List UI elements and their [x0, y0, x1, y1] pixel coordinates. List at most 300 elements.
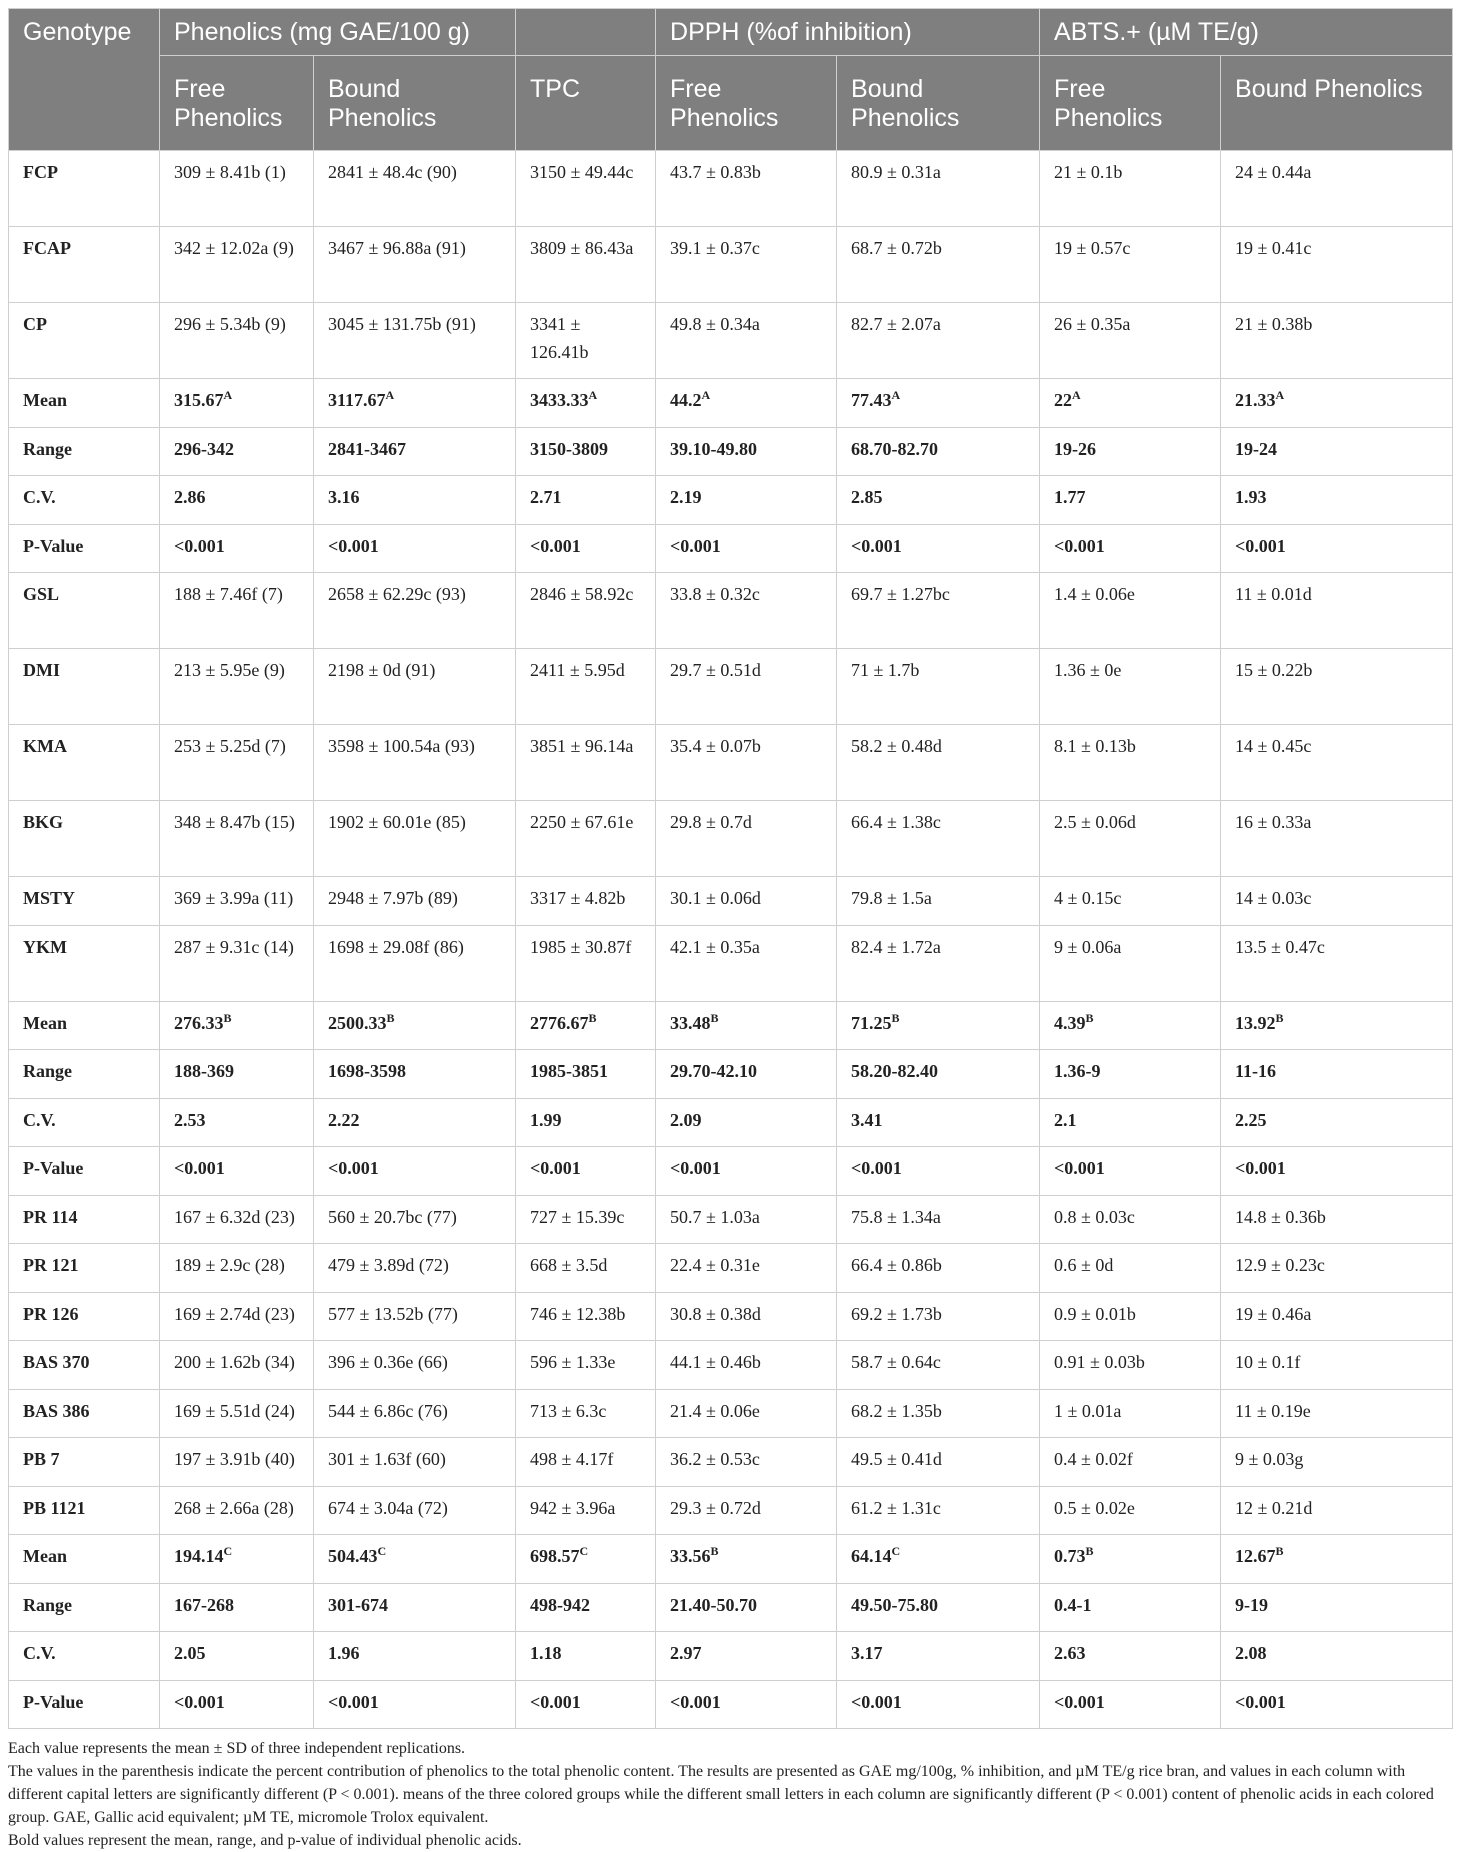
table-body: [9, 151, 1453, 1729]
significance-letter: A: [588, 388, 598, 402]
genotype-cell: [9, 925, 160, 1001]
significance-letter: B: [223, 1010, 232, 1025]
cell-value: <0.001: [1235, 1158, 1286, 1178]
cell-value: YKM: [23, 936, 67, 957]
genotype-cell: [9, 649, 160, 725]
table-cell: [837, 1292, 1040, 1341]
table-cell: [837, 1389, 1040, 1438]
stat-label: [9, 1098, 160, 1147]
table-cell: [314, 1292, 516, 1341]
significance-letter: C: [223, 1544, 233, 1558]
table-cell: [837, 1098, 1040, 1147]
table-cell: [160, 303, 314, 379]
cell-value: 1 ± 0.01a: [1054, 1400, 1122, 1421]
cell-value: 315.67: [174, 390, 224, 410]
cell-value: P-Value: [23, 1158, 84, 1178]
table-cell: [160, 573, 314, 649]
cell-value: 12 ± 0.21d: [1235, 1497, 1313, 1518]
cell-value: <0.001: [1235, 535, 1286, 556]
table-cell: [1040, 1680, 1221, 1729]
table-cell: [160, 1244, 314, 1293]
cell-value: 479 ± 3.89d (72): [328, 1255, 449, 1275]
cell-value: 50.7 ± 1.03a: [670, 1206, 760, 1227]
cell-value: 66.4 ± 0.86b: [851, 1255, 942, 1275]
table-cell: [837, 379, 1040, 428]
table-cell: [656, 1583, 837, 1632]
stat-label: [9, 524, 160, 573]
table-cell: [314, 227, 516, 303]
cell-value: 58.2 ± 0.48d: [851, 736, 942, 756]
significance-letter: A: [1275, 388, 1285, 402]
cell-value: CP: [23, 314, 47, 334]
cell-value: 9 ± 0.06a: [1054, 936, 1122, 957]
cell-value: 79.8 ± 1.5a: [851, 888, 932, 908]
cell-value: 0.9 ± 0.01b: [1054, 1303, 1136, 1324]
table-cell: [1040, 1632, 1221, 1681]
cell-value: 8.1 ± 0.13b: [1054, 736, 1136, 756]
table-cell: [656, 573, 837, 649]
cell-value: 29.7 ± 0.51d: [670, 660, 761, 680]
table-cell: [516, 1583, 656, 1632]
table-cell: [656, 925, 837, 1001]
table-cell: [1040, 524, 1221, 573]
cell-value: 0.91 ± 0.03b: [1054, 1352, 1145, 1372]
table-cell: [656, 1341, 837, 1390]
cell-value: 29.3 ± 0.72d: [670, 1497, 761, 1518]
table-cell: [656, 801, 837, 877]
genotype-cell: [9, 303, 160, 379]
stat-row: [9, 427, 1453, 476]
table-cell: [314, 1244, 516, 1293]
table-cell: [160, 925, 314, 1001]
cell-value: 167 ± 6.32d (23): [174, 1206, 295, 1227]
cell-value: 3851 ± 96.14a: [530, 736, 634, 756]
table-cell: [1221, 1632, 1453, 1681]
significance-letter: B: [710, 1544, 719, 1558]
table-cell: [160, 1632, 314, 1681]
cell-value: FCP: [23, 162, 58, 182]
significance-letter: B: [1275, 1010, 1284, 1025]
cell-value: 3809 ± 86.43a: [530, 238, 634, 258]
stat-row: [9, 1098, 1453, 1147]
cell-value: 544 ± 6.86c (76): [328, 1400, 448, 1421]
table-cell: [516, 1050, 656, 1099]
cell-value: 77.43: [851, 390, 892, 410]
table-cell: [160, 379, 314, 428]
cell-value: P-Value: [23, 535, 84, 556]
cell-value: 68.7 ± 0.72b: [851, 238, 942, 258]
table-cell: [516, 303, 656, 379]
table-cell: [314, 725, 516, 801]
cell-value: 15 ± 0.22b: [1235, 660, 1313, 680]
cell-value: 58.20-82.40: [851, 1061, 939, 1081]
header-blank: [516, 9, 656, 56]
table-cell: [1040, 1583, 1221, 1632]
cell-value: PR 126: [23, 1303, 79, 1324]
table-cell: [656, 524, 837, 573]
cell-value: 2.19: [670, 487, 702, 507]
cell-value: 2.5 ± 0.06d: [1054, 812, 1136, 832]
table-cell: [1040, 1147, 1221, 1196]
cell-value: 69.7 ± 1.27bc: [851, 584, 950, 604]
footnote: Each value represents the mean ± SD of three independent replications.: [8, 1740, 466, 1757]
table-cell: [314, 303, 516, 379]
table-cell: [160, 877, 314, 926]
cell-value: 2841 ± 48.4c (90): [328, 162, 457, 182]
phenolics-table: [8, 8, 1453, 1729]
cell-value: C.V.: [23, 1643, 56, 1663]
table-cell: [837, 1147, 1040, 1196]
stat-label: [9, 379, 160, 428]
table-cell: [1040, 649, 1221, 725]
table-cell: [656, 1632, 837, 1681]
genotype-cell: [9, 725, 160, 801]
cell-value: 200 ± 1.62b (34): [174, 1352, 295, 1372]
cell-value: 2.63: [1054, 1643, 1086, 1663]
table-cell: [837, 1195, 1040, 1244]
table-cell: [1221, 877, 1453, 926]
cell-value: 2.86: [174, 487, 206, 507]
cell-value: 1.36-9: [1054, 1061, 1101, 1081]
table-cell: [837, 725, 1040, 801]
cell-value: BAS 370: [23, 1352, 90, 1372]
table-cell: [656, 725, 837, 801]
cell-value: 19-24: [1235, 438, 1278, 459]
table-cell: [1221, 649, 1453, 725]
cell-value: 14.8 ± 0.36b: [1235, 1206, 1326, 1227]
table-row: [9, 1486, 1453, 1535]
cell-value: 22: [1054, 390, 1073, 410]
table-cell: [516, 925, 656, 1001]
table-row: [9, 303, 1453, 379]
header-genotype: Genotype: [9, 9, 160, 151]
table-cell: [1221, 1244, 1453, 1293]
table-cell: [1221, 227, 1453, 303]
cell-value: 296-342: [174, 438, 234, 459]
table-cell: [837, 801, 1040, 877]
genotype-cell: [9, 1389, 160, 1438]
table-cell: [1221, 1001, 1453, 1050]
table-row: [9, 151, 1453, 227]
table-cell: [1040, 925, 1221, 1001]
table-cell: [1040, 801, 1221, 877]
cell-value: 2198 ± 0d (91): [328, 660, 436, 680]
cell-value: 3045 ± 131.75b (91): [328, 314, 476, 334]
table-cell: [516, 1098, 656, 1147]
table-cell: [314, 1341, 516, 1390]
cell-value: 21.33: [1235, 390, 1276, 410]
significance-letter: A: [1072, 388, 1081, 402]
cell-value: C.V.: [23, 1109, 56, 1130]
header-phenolics: Phenolics (mg GAE/100 g): [160, 9, 516, 56]
cell-value: 309 ± 8.41b (1): [174, 162, 286, 182]
cell-value: 39.1 ± 0.37c: [670, 238, 760, 258]
table-cell: [1040, 1292, 1221, 1341]
table-row: [9, 573, 1453, 649]
cell-value: 68.70-82.70: [851, 438, 939, 459]
table-cell: [160, 1389, 314, 1438]
table-cell: [1221, 1438, 1453, 1487]
table-cell: [837, 1341, 1040, 1390]
cell-value: 14 ± 0.03c: [1235, 888, 1312, 908]
cell-value: 16 ± 0.33a: [1235, 812, 1312, 832]
table-cell: [656, 1244, 837, 1293]
table-row: [9, 227, 1453, 303]
table-cell: [1040, 877, 1221, 926]
table-cell: [1040, 379, 1221, 428]
cell-value: BAS 386: [23, 1400, 90, 1421]
table-cell: [837, 1244, 1040, 1293]
table-cell: [1040, 1486, 1221, 1535]
cell-value: 19 ± 0.46a: [1235, 1303, 1312, 1324]
table-cell: [516, 1341, 656, 1390]
cell-value: 12.9 ± 0.23c: [1235, 1255, 1325, 1275]
cell-value: <0.001: [174, 1158, 225, 1178]
table-cell: [1040, 1244, 1221, 1293]
cell-value: Range: [23, 1061, 72, 1081]
table-cell: [516, 1680, 656, 1729]
table-cell: [314, 573, 516, 649]
cell-value: <0.001: [328, 535, 379, 556]
cell-value: 4.39: [1054, 1012, 1086, 1033]
stat-row: [9, 1050, 1453, 1099]
cell-value: Mean: [23, 1012, 67, 1033]
cell-value: 66.4 ± 1.38c: [851, 812, 941, 832]
table-cell: [837, 573, 1040, 649]
cell-value: 296 ± 5.34b (9): [174, 314, 286, 334]
cell-value: 14 ± 0.45c: [1235, 736, 1312, 756]
significance-letter: A: [891, 388, 901, 402]
table-cell: [516, 1389, 656, 1438]
table-cell: [314, 1001, 516, 1050]
cell-value: 2.71: [530, 487, 562, 507]
table-cell: [314, 1195, 516, 1244]
cell-value: 44.1 ± 0.46b: [670, 1352, 761, 1372]
header-bound-phenolics: Bound Phenolics: [314, 56, 516, 151]
table-cell: [516, 151, 656, 227]
table-row: [9, 1244, 1453, 1293]
cell-value: 13.92: [1235, 1012, 1276, 1033]
table-cell: [837, 151, 1040, 227]
table-cell: [1040, 476, 1221, 525]
table-cell: [516, 877, 656, 926]
cell-value: 560 ± 20.7bc (77): [328, 1206, 457, 1227]
cell-value: 21 ± 0.38b: [1235, 314, 1313, 334]
cell-value: 3433.33: [530, 390, 589, 410]
genotype-cell: [9, 1195, 160, 1244]
table-cell: [1221, 1292, 1453, 1341]
cell-value: 1698-3598: [328, 1061, 406, 1081]
table-cell: [656, 877, 837, 926]
cell-value: <0.001: [851, 535, 902, 556]
table-cell: [516, 801, 656, 877]
stat-label: [9, 427, 160, 476]
cell-value: 253 ± 5.25d (7): [174, 736, 286, 756]
cell-value: 369 ± 3.99a (11): [174, 888, 294, 908]
cell-value: 75.8 ± 1.34a: [851, 1206, 941, 1227]
table-cell: [314, 1632, 516, 1681]
stat-row: [9, 524, 1453, 573]
genotype-cell: [9, 151, 160, 227]
table-cell: [516, 1244, 656, 1293]
significance-letter: C: [579, 1544, 589, 1558]
table-cell: [516, 1535, 656, 1584]
table-cell: [160, 1583, 314, 1632]
table-cell: [1221, 1098, 1453, 1147]
significance-letter: B: [1085, 1544, 1094, 1558]
table-cell: [160, 227, 314, 303]
cell-value: 1985-3851: [530, 1061, 609, 1081]
cell-value: 2.22: [328, 1109, 360, 1130]
cell-value: 727 ± 15.39c: [530, 1206, 625, 1227]
cell-value: 2846 ± 58.92c: [530, 584, 634, 604]
cell-value: 2.25: [1235, 1109, 1267, 1130]
footnote: The values in the parenthesis indicate the percent contribution of phenolics to the total phenolic content. The results are presented as GAE mg/100g, % inhibition, and µM TE/g rice bran, and values in each column with different capital letters are significantly different (P < 0.001). means of the three colored groups while the different small letters in each column are significantly different (P < 0.001) content of phenolic acids in each colored group. GAE, Gallic acid equivalent; µM TE, micromole Trolox equivalent.: [8, 1763, 1434, 1826]
stat-row: [9, 1632, 1453, 1681]
cell-value: 49.8 ± 0.34a: [670, 314, 760, 334]
cell-value: 71.25: [851, 1012, 892, 1033]
stat-row: [9, 1535, 1453, 1584]
cell-value: 3.17: [851, 1643, 883, 1663]
table-cell: [314, 379, 516, 428]
cell-value: 29.70-42.10: [670, 1061, 758, 1081]
cell-value: 0.73: [1054, 1546, 1086, 1566]
cell-value: 1.77: [1054, 487, 1086, 507]
table-cell: [314, 1389, 516, 1438]
cell-value: 188-369: [174, 1061, 234, 1081]
table-cell: [1221, 1389, 1453, 1438]
stat-label: [9, 1583, 160, 1632]
table-cell: [516, 1438, 656, 1487]
cell-value: 197 ± 3.91b (40): [174, 1449, 295, 1469]
stat-label: [9, 1050, 160, 1099]
cell-value: 1.18: [530, 1643, 562, 1663]
table-cell: [314, 524, 516, 573]
cell-value: 61.2 ± 1.31c: [851, 1497, 941, 1518]
cell-value: <0.001: [328, 1691, 379, 1712]
table-cell: [656, 303, 837, 379]
table-cell: [516, 524, 656, 573]
table-cell: [1040, 573, 1221, 649]
cell-value: <0.001: [670, 535, 721, 556]
cell-value: 2.09: [670, 1109, 702, 1130]
cell-value: 3598 ± 100.54a (93): [328, 736, 475, 756]
cell-value: 80.9 ± 0.31a: [851, 162, 941, 182]
table-cell: [314, 151, 516, 227]
cell-value: 21 ± 0.1b: [1054, 162, 1123, 182]
cell-value: 0.4-1: [1054, 1594, 1092, 1615]
table-cell: [837, 1632, 1040, 1681]
stat-row: [9, 1147, 1453, 1196]
cell-value: 69.2 ± 1.73b: [851, 1303, 942, 1324]
cell-value: 19 ± 0.41c: [1235, 238, 1312, 258]
table-cell: [516, 476, 656, 525]
table-cell: [656, 649, 837, 725]
cell-value: <0.001: [670, 1158, 721, 1178]
table-cell: [314, 427, 516, 476]
table-row: [9, 877, 1453, 926]
table-cell: [837, 649, 1040, 725]
cell-value: 35.4 ± 0.07b: [670, 736, 761, 756]
cell-value: 504.43: [328, 1546, 378, 1566]
header-free-phenolics: Free Phenolics: [656, 56, 837, 151]
cell-value: 3150-3809: [530, 438, 609, 459]
cell-value: 2.05: [174, 1643, 206, 1663]
cell-value: 396 ± 0.36e (66): [328, 1352, 448, 1372]
cell-value: <0.001: [328, 1158, 379, 1178]
genotype-cell: [9, 1438, 160, 1487]
cell-value: 30.8 ± 0.38d: [670, 1303, 761, 1324]
cell-value: 44.2: [670, 390, 702, 410]
cell-value: 9-19: [1235, 1594, 1269, 1615]
table-cell: [160, 1001, 314, 1050]
cell-value: Mean: [23, 1546, 67, 1566]
cell-value: 2.53: [174, 1109, 206, 1130]
cell-value: 1.4 ± 0.06e: [1054, 584, 1135, 604]
cell-value: 24 ± 0.44a: [1235, 162, 1312, 182]
significance-letter: B: [710, 1010, 719, 1025]
table-cell: [1040, 1001, 1221, 1050]
cell-value: <0.001: [1054, 1691, 1105, 1712]
table-cell: [656, 1147, 837, 1196]
cell-value: 268 ± 2.66a (28): [174, 1497, 294, 1518]
cell-value: <0.001: [1054, 535, 1105, 556]
table-cell: [656, 1486, 837, 1535]
cell-value: 2.97: [670, 1643, 702, 1663]
table-cell: [516, 725, 656, 801]
table-cell: [1221, 1147, 1453, 1196]
cell-value: 3317 ± 4.82b: [530, 888, 626, 908]
table-cell: [160, 649, 314, 725]
cell-value: <0.001: [851, 1691, 902, 1712]
table-cell: [314, 1583, 516, 1632]
table-cell: [837, 1680, 1040, 1729]
cell-value: 2500.33: [328, 1012, 387, 1033]
cell-value: 42.1 ± 0.35a: [670, 936, 760, 957]
cell-value: PR 114: [23, 1206, 78, 1227]
table-cell: [1221, 1341, 1453, 1390]
cell-value: 301 ± 1.63f (60): [328, 1449, 446, 1469]
cell-value: 577 ± 13.52b (77): [328, 1303, 458, 1324]
cell-value: <0.001: [1235, 1691, 1286, 1712]
table-cell: [314, 1438, 516, 1487]
table-cell: [1221, 1486, 1453, 1535]
cell-value: PB 7: [23, 1449, 60, 1469]
cell-value: <0.001: [174, 535, 225, 556]
cell-value: 49.5 ± 0.41d: [851, 1449, 942, 1469]
cell-value: 169 ± 2.74d (23): [174, 1303, 295, 1324]
header-free-phenolics: Free Phenolics: [1040, 56, 1221, 151]
cell-value: 64.14: [851, 1546, 892, 1566]
table-cell: [314, 476, 516, 525]
cell-value: 1.99: [530, 1109, 562, 1130]
table-cell: [837, 1001, 1040, 1050]
cell-value: 213 ± 5.95e (9): [174, 660, 285, 680]
table-cell: [1040, 303, 1221, 379]
cell-value: 82.7 ± 2.07a: [851, 314, 941, 334]
cell-value: 36.2 ± 0.53c: [670, 1449, 760, 1469]
table-cell: [1221, 151, 1453, 227]
table-cell: [516, 1632, 656, 1681]
table-cell: [656, 227, 837, 303]
cell-value: 21.4 ± 0.06e: [670, 1400, 760, 1421]
document: [8, 8, 1452, 1852]
significance-letter: B: [588, 1010, 597, 1025]
cell-value: 3150 ± 49.44c: [530, 162, 634, 182]
table-cell: [516, 1486, 656, 1535]
cell-value: Range: [23, 438, 72, 459]
significance-letter: A: [701, 388, 711, 402]
